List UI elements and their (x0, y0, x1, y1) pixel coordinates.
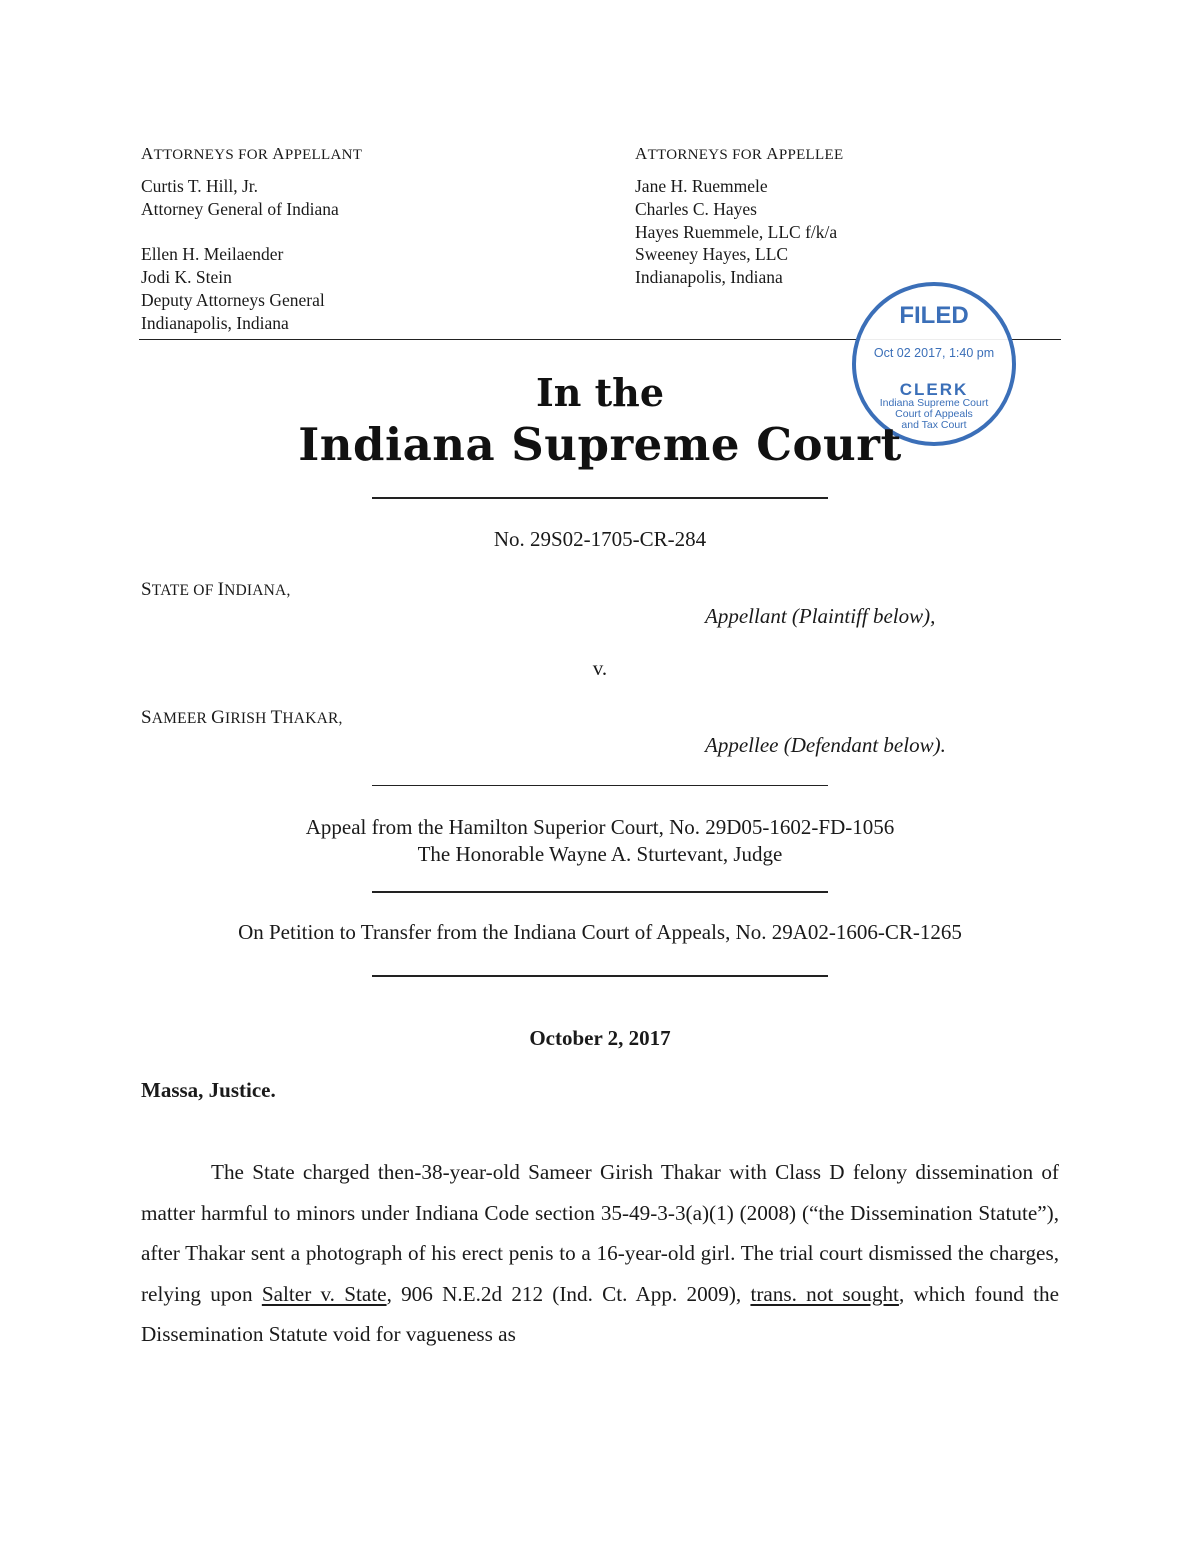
appellee-attorneys-heading: ATTORNEYS FOR APPELLEE (635, 144, 844, 163)
appeal-from-court: Appeal from the Hamilton Superior Court, No. 29D05-1602-FD-1056 (305, 815, 895, 839)
stamp-filed-label: FILED (899, 302, 969, 329)
appellant-role: Appellant (Plaintiff below), (705, 604, 936, 628)
attorney-line: Indianapolis, Indiana (635, 267, 783, 288)
stamp-line: Indiana Supreme Court (879, 397, 989, 409)
transfer-petition: On Petition to Transfer from the Indiana Court of Appeals, No. 29A02-1606-CR-1265 (238, 920, 962, 944)
appeal-rule (372, 891, 828, 893)
stamp-line: Court of Appeals (895, 408, 973, 420)
opinion-body (141, 1152, 1059, 1355)
appellee-attorneys-list (635, 175, 837, 289)
title-rule (372, 497, 828, 499)
attorney-spacer (141, 221, 339, 244)
attorney-line: Indianapolis, Indiana (141, 312, 289, 333)
appellee-name: SAMEER GIRISH THAKAR, (141, 707, 343, 728)
attorney-line: Attorney General of Indiana (141, 198, 339, 219)
versus: v. (592, 656, 608, 680)
opinion-author: Massa, Justice. (141, 1078, 276, 1102)
transfer-rule (372, 975, 828, 977)
attorney-line: Jodi K. Stein (141, 267, 232, 288)
appellant-attorneys-heading: ATTORNEYS FOR APPELLANT (141, 144, 363, 163)
court-title-line1: In the (536, 370, 664, 415)
attorney-line: Hayes Ruemmele, LLC f/k/a (635, 221, 838, 242)
attorney-line: Jane H. Ruemmele (635, 176, 768, 196)
appellant-name: STATE OF INDIANA, (141, 579, 291, 600)
trans-not-sought: trans. not sought (750, 1281, 899, 1306)
stamp-timestamp: Oct 02 2017, 1:40 pm (873, 346, 995, 360)
appellee-role: Appellee (Defendant below). (705, 733, 946, 757)
appeal-from (0, 814, 1200, 868)
decision-date: October 2, 2017 (529, 1026, 671, 1050)
parties-rule (372, 785, 828, 786)
attorney-line: Curtis T. Hill, Jr. (141, 176, 259, 196)
case-number: No. 29S02-1705-CR-284 (493, 527, 707, 551)
stamp-clerk-label: CLERK (899, 380, 969, 399)
attorney-line: Ellen H. Meilaender (141, 244, 284, 265)
attorney-line: Deputy Attorneys General (141, 289, 325, 310)
appellant-attorneys-list (141, 175, 339, 335)
stamp-line: and Tax Court (901, 419, 967, 431)
case-citation-salter: Salter v. State (261, 1281, 387, 1306)
opinion-paragraph: The State charged then-38-year-old Sameer Girish Thakar with Class D felony dissemination of matter harmful to minors under Indiana Code section 35-49-3-3(a)(1) (2008) (“the Dissemination Statute”), after Thakar sent a photograph of his erect penis to a 16-year-old girl. The trial court dismissed the charges, relying upon Salter v. State, 906 N.E.2d 212 (Ind. Ct. App. 2009), trans. not sought, which found the Dissemination Statute void for vagueness as (141, 1160, 1059, 1346)
appeal-from-judge: The Honorable Wayne A. Sturtevant, Judge (417, 842, 783, 866)
court-title-line2: Indiana Supreme Court (298, 418, 902, 471)
attorney-line: Sweeney Hayes, LLC (635, 244, 789, 265)
attorney-line: Charles C. Hayes (635, 198, 757, 219)
